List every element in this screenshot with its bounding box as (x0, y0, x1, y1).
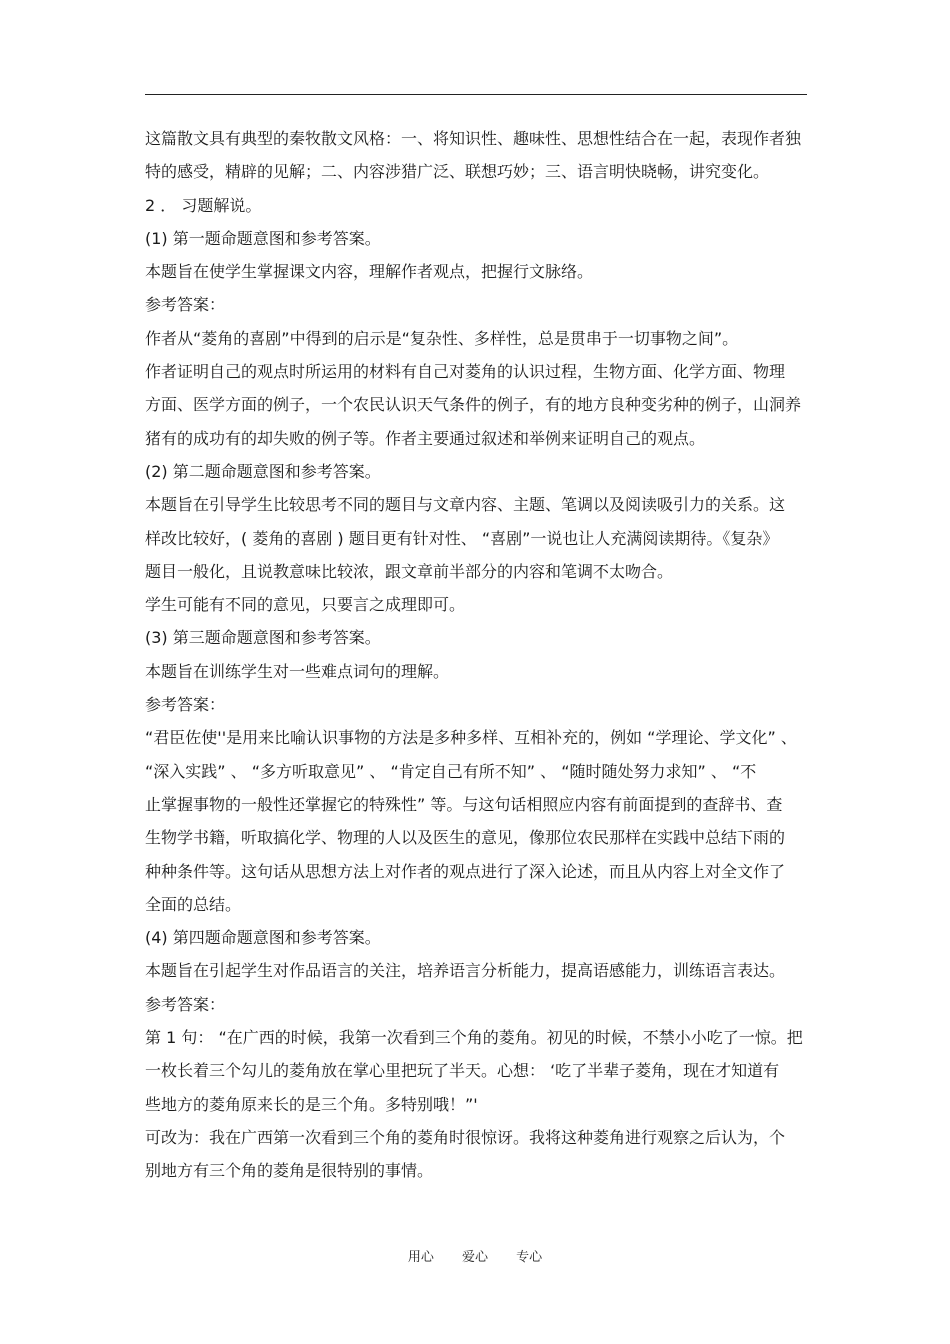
text-line: “君臣佐使''是用来比喻认识事物的方法是多种多样、互相补充的，例如 “学理论、学文化” 、 (145, 728, 797, 748)
footer-word-3: 专心 (516, 1250, 543, 1265)
text-line: 第 1 句： “在广西的时候，我第一次看到三个角的菱角。初见的时候，不禁小小吃了一惊。把 (145, 1028, 803, 1048)
text-line: 些地方的菱角原来长的是三个角。多特别哦！”' (145, 1094, 478, 1114)
text-line: (2) 第二题命题意图和参考答案。 (145, 461, 381, 481)
text-line: 这篇散文具有典型的秦牧散文风格：一、将知识性、趣味性、思想性结合在一起，表现作者独 (145, 129, 802, 148)
text-line: 参考答案： (145, 994, 226, 1014)
text-line: 全面的总结。 (145, 894, 242, 914)
text-line: (1) 第一题命题意图和参考答案。 (145, 228, 381, 248)
page-footer (0, 1246, 950, 1265)
text-line: 猪有的成功有的却失败的例子等。作者主要通过叙述和举例来证明自己的观点。 (145, 428, 706, 448)
text-line: 本题旨在训练学生对一些难点词句的理解。 (145, 661, 450, 681)
text-line: 特的感受，精辟的见解；二、内容涉猎广泛、联想巧妙；三、语言明快晓畅，讲究变化。 (145, 162, 770, 182)
text-line: 样改比较好，( 菱角的喜剧 ) 题目更有针对性、 “喜剧”一说也让人充满阅读期待。《复杂》 (145, 528, 779, 548)
text-line: 生物学书籍，听取搞化学、物理的人以及医生的意见，像那位农民那样在实践中总结下雨的 (145, 828, 786, 848)
text-line: 可改为：我在广西第一次看到三个角的菱角时很惊讶。我将这种菱角进行观察之后认为，个 (145, 1127, 786, 1147)
text-line: 一枚长着三个勾儿的菱角放在掌心里把玩了半天。心想： ‘吃了半辈子菱角，现在才知道有 (145, 1061, 780, 1081)
text-line: 本题旨在引导学生比较思考不同的题目与文章内容、主题、笔调以及阅读吸引力的关系。这 (145, 495, 786, 515)
text-line: 参考答案： (145, 295, 226, 315)
text-line: 作者证明自己的观点时所运用的材料有自己对菱角的认识过程，生物方面、化学方面、物理 (145, 362, 786, 382)
text-line: 方面、医学方面的例子，一个农民认识天气条件的例子，有的地方良种变劣种的例子，山洞养 (145, 395, 802, 415)
text-line: 作者从“菱角的喜剧”中得到的启示是“复杂性、多样性，总是贯串于一切事物之间”。 (145, 328, 739, 348)
text-line: 题目一般化，且说教意味比较浓，跟文章前半部分的内容和笔调不太吻合。 (145, 561, 674, 581)
document-body (145, 122, 807, 1188)
text-line: 种种条件等。这句话从思想方法上对作者的观点进行了深入论述，而且从内容上对全文作了 (145, 861, 786, 881)
footer-word-1: 用心 (407, 1250, 434, 1265)
header-rule (145, 94, 807, 95)
text-line: 学生可能有不同的意见，只要言之成理即可。 (145, 595, 466, 615)
text-line: (3) 第三题命题意图和参考答案。 (145, 628, 381, 648)
text-line: “深入实践” 、 “多方听取意见” 、 “肯定自己有所不知” 、 “随时随处努力求知” 、 “不 (145, 761, 757, 781)
text-line: 别地方有三个角的菱角是很特别的事情。 (145, 1161, 434, 1181)
text-line: (4) 第四题命题意图和参考答案。 (145, 928, 381, 948)
text-line: 参考答案： (145, 695, 226, 715)
text-line: 止掌握事物的一般性还掌握它的特殊性” 等。与这句话相照应内容有前面提到的查辞书、查 (145, 794, 783, 814)
text-line: 本题旨在使学生掌握课文内容，理解作者观点，把握行文脉络。 (145, 262, 594, 282)
footer-word-2: 爱心 (461, 1250, 488, 1265)
text-line: 2 ． 习题解说。 (145, 195, 262, 215)
text-line: 本题旨在引起学生对作品语言的关注，培养语言分析能力，提高语感能力，训练语言表达。 (145, 961, 786, 981)
